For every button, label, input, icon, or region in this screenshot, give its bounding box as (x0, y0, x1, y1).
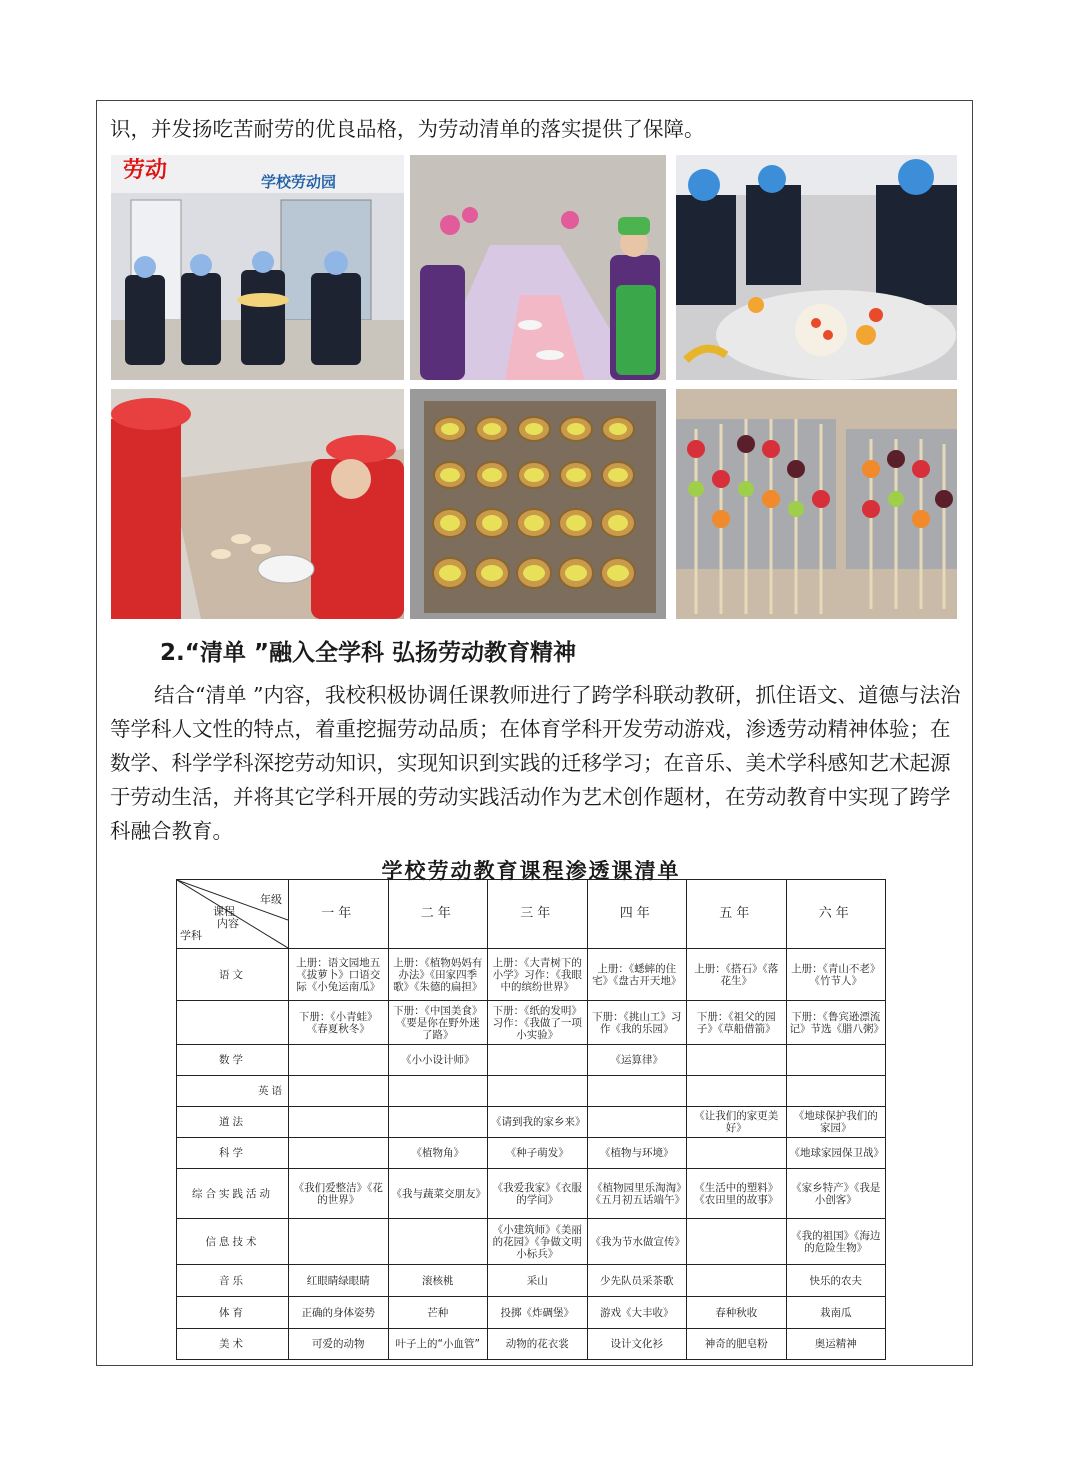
lesson-cell: 神奇的肥皂粉 (687, 1329, 787, 1360)
lesson-cell (488, 1045, 588, 1076)
lesson-cell: 正确的身体姿势 (289, 1297, 389, 1329)
lesson-cell: 芒种 (388, 1297, 488, 1329)
lesson-cell: 《植物与环境》 (587, 1138, 687, 1169)
photo-making-dumplings (111, 389, 404, 619)
corner-cell (177, 880, 289, 949)
lesson-cell: 栽南瓜 (786, 1297, 886, 1329)
corner-subject: 学科 (180, 929, 202, 942)
lesson-cell: 《生活中的塑料》《农田里的故事》 (687, 1169, 787, 1219)
lesson-cell: 上册：《植物妈妈有办法》《田家四季歌》《朱德的扁担》 (388, 949, 488, 1001)
photo1-sign: 学校劳动园 (261, 174, 337, 191)
subject-cell: 英语 (177, 1076, 289, 1107)
corner-content: 内容 (217, 917, 239, 930)
lesson-cell (289, 1107, 389, 1138)
lesson-cell: 《我爱我家》《衣服的学问》 (488, 1169, 588, 1219)
grade-header: 二年 (388, 880, 488, 949)
lesson-cell: 《小小设计师》 (388, 1045, 488, 1076)
subject-cell: 音乐 (177, 1265, 289, 1297)
lesson-cell: 《植物角》 (388, 1138, 488, 1169)
lesson-cell: 设计文化衫 (587, 1329, 687, 1360)
subject-cell: 信息技术 (177, 1219, 289, 1265)
lesson-cell (687, 1138, 787, 1169)
lesson-cell: 下册：《鲁宾逊漂流记》节选《腊八粥》 (786, 1001, 886, 1045)
lesson-cell: 上册：《蟋蟀的住宅》《盘古开天地》 (587, 949, 687, 1001)
table-row (177, 1297, 886, 1329)
lesson-cell (587, 1107, 687, 1138)
lesson-cell: 《家乡特产》《我是小创客》 (786, 1169, 886, 1219)
subject-cell: 语文 (177, 949, 289, 1001)
lesson-cell: 《我与蔬菜交朋友》 (388, 1169, 488, 1219)
lesson-cell (388, 1076, 488, 1107)
lesson-cell (786, 1045, 886, 1076)
table-row (177, 1329, 886, 1360)
lesson-cell: 上册：《大青树下的小学》习作：《我眼中的缤纷世界》 (488, 949, 588, 1001)
corner-grade: 年级 (260, 893, 282, 906)
photo-baked-tarts (410, 389, 666, 619)
lesson-cell: 叶子上的“小血管” (388, 1329, 488, 1360)
section-heading: 2.“清单 ”融入全学科 弘扬劳动教育精神 (160, 640, 576, 666)
lesson-cell (388, 1219, 488, 1265)
photo-chef-hats-table (410, 155, 666, 380)
lesson-cell (687, 1265, 787, 1297)
subject-cell: 体育 (177, 1297, 289, 1329)
lesson-cell: 《小建筑师》《美丽的花园》《争做文明小标兵》 (488, 1219, 588, 1265)
photo-fruit-platter (676, 155, 957, 380)
table-row (177, 1001, 886, 1045)
lesson-cell: 《运算律》 (587, 1045, 687, 1076)
lesson-cell (388, 1107, 488, 1138)
lesson-cell: 奥运精神 (786, 1329, 886, 1360)
table-row (177, 1107, 886, 1138)
lesson-cell: 滚核桃 (388, 1265, 488, 1297)
lesson-cell (587, 1076, 687, 1107)
table-row (177, 1265, 886, 1297)
lesson-cell: 《种子萌发》 (488, 1138, 588, 1169)
lesson-cell (488, 1076, 588, 1107)
lesson-cell: 可爱的动物 (289, 1329, 389, 1360)
lesson-cell: 《植物园里乐淘淘》《五月初五话端午》 (587, 1169, 687, 1219)
lesson-cell: 采山 (488, 1265, 588, 1297)
subject-cell: 道法 (177, 1107, 289, 1138)
lesson-cell (289, 1076, 389, 1107)
lesson-cell: 游戏《大丰收》 (587, 1297, 687, 1329)
lesson-cell: 下册：《小青蛙》《春夏秋冬》 (289, 1001, 389, 1045)
lesson-cell: 《我为节水做宣传》 (587, 1219, 687, 1265)
lesson-cell: 下册：《中国美食》《要是你在野外迷了路》 (388, 1001, 488, 1045)
table-row (177, 1045, 886, 1076)
lesson-cell (289, 1045, 389, 1076)
lesson-cell: 《请到我的家乡来》 (488, 1107, 588, 1138)
grade-header: 三年 (488, 880, 588, 949)
subject-cell: 科学 (177, 1138, 289, 1169)
subject-cell: 综合实践活动 (177, 1169, 289, 1219)
lesson-cell: 下册：《纸的发明》习作：《我做了一项小实验》 (488, 1001, 588, 1045)
intro-line: 识，并发扬吃苦耐劳的优良品格，为劳动清单的落实提供了保障。 (110, 117, 705, 141)
lesson-cell (289, 1219, 389, 1265)
lesson-cell: 快乐的农夫 (786, 1265, 886, 1297)
lesson-cell: 下册：《挑山工》习作《我的乐园》 (587, 1001, 687, 1045)
lesson-cell: 《地球家园保卫战》 (786, 1138, 886, 1169)
lesson-cell (687, 1045, 787, 1076)
lesson-cell (687, 1076, 787, 1107)
subject-cell (177, 1001, 289, 1045)
lesson-cell: 《地球保护我们的家园》 (786, 1107, 886, 1138)
lesson-cell: 《我的祖国》《海边的危险生物》 (786, 1219, 886, 1265)
table-row (177, 1138, 886, 1169)
photo-students-hallway (111, 155, 404, 380)
photo-fruit-skewers (676, 389, 957, 619)
grade-header: 五年 (687, 880, 787, 949)
lesson-cell: 投掷《炸碉堡》 (488, 1297, 588, 1329)
lesson-cell: 上册：《搭石》《落花生》 (687, 949, 787, 1001)
lesson-cell: 上册：《青山不老》《竹节人》 (786, 949, 886, 1001)
lesson-cell: 下册：《祖父的园子》《草船借箭》 (687, 1001, 787, 1045)
lesson-cell: 春种秋收 (687, 1297, 787, 1329)
lesson-cell (687, 1219, 787, 1265)
corner-course: 课程 (213, 905, 235, 918)
table-row (177, 949, 886, 1001)
grade-header: 六年 (786, 880, 886, 949)
lesson-cell (786, 1076, 886, 1107)
lesson-table (176, 879, 886, 1360)
svg-text:劳动: 劳动 (123, 157, 168, 182)
table-row (177, 1219, 886, 1265)
lesson-cell (289, 1138, 389, 1169)
subject-cell: 美术 (177, 1329, 289, 1360)
body-paragraph: 结合“清单 ”内容，我校积极协调任课教师进行了跨学科联动教研，抓住语文、道德与法治等学科人文性的特点，着重挖掘劳动品质；在体育学科开发劳动游戏，渗透劳动精神体验；在数学、科学学科深挖劳动知识，实现知识到实践的迁移学习；在音乐、美术学科感知艺术起源于劳动生活，并将其它学科开展的劳动实践活动作为艺术创作题材，在劳动教育中实现了跨学科融合教育。 (110, 683, 961, 843)
lesson-cell: 上册：语文园地五《拔萝卜》口语交际《小兔运南瓜》 (289, 949, 389, 1001)
table-header-row (177, 880, 886, 949)
grade-header: 四年 (587, 880, 687, 949)
lesson-cell: 红眼睛绿眼睛 (289, 1265, 389, 1297)
lesson-cell: 《让我们的家更美好》 (687, 1107, 787, 1138)
lesson-cell: 少先队员采茶歌 (587, 1265, 687, 1297)
subject-cell: 数学 (177, 1045, 289, 1076)
table-row (177, 1169, 886, 1219)
table-row (177, 1076, 886, 1107)
table-title: 学校劳动教育课程渗透课清单 (381, 859, 681, 883)
lesson-cell: 《我们爱整洁》《花的世界》 (289, 1169, 389, 1219)
lesson-cell: 动物的花衣裳 (488, 1329, 588, 1360)
grade-header: 一年 (289, 880, 389, 949)
